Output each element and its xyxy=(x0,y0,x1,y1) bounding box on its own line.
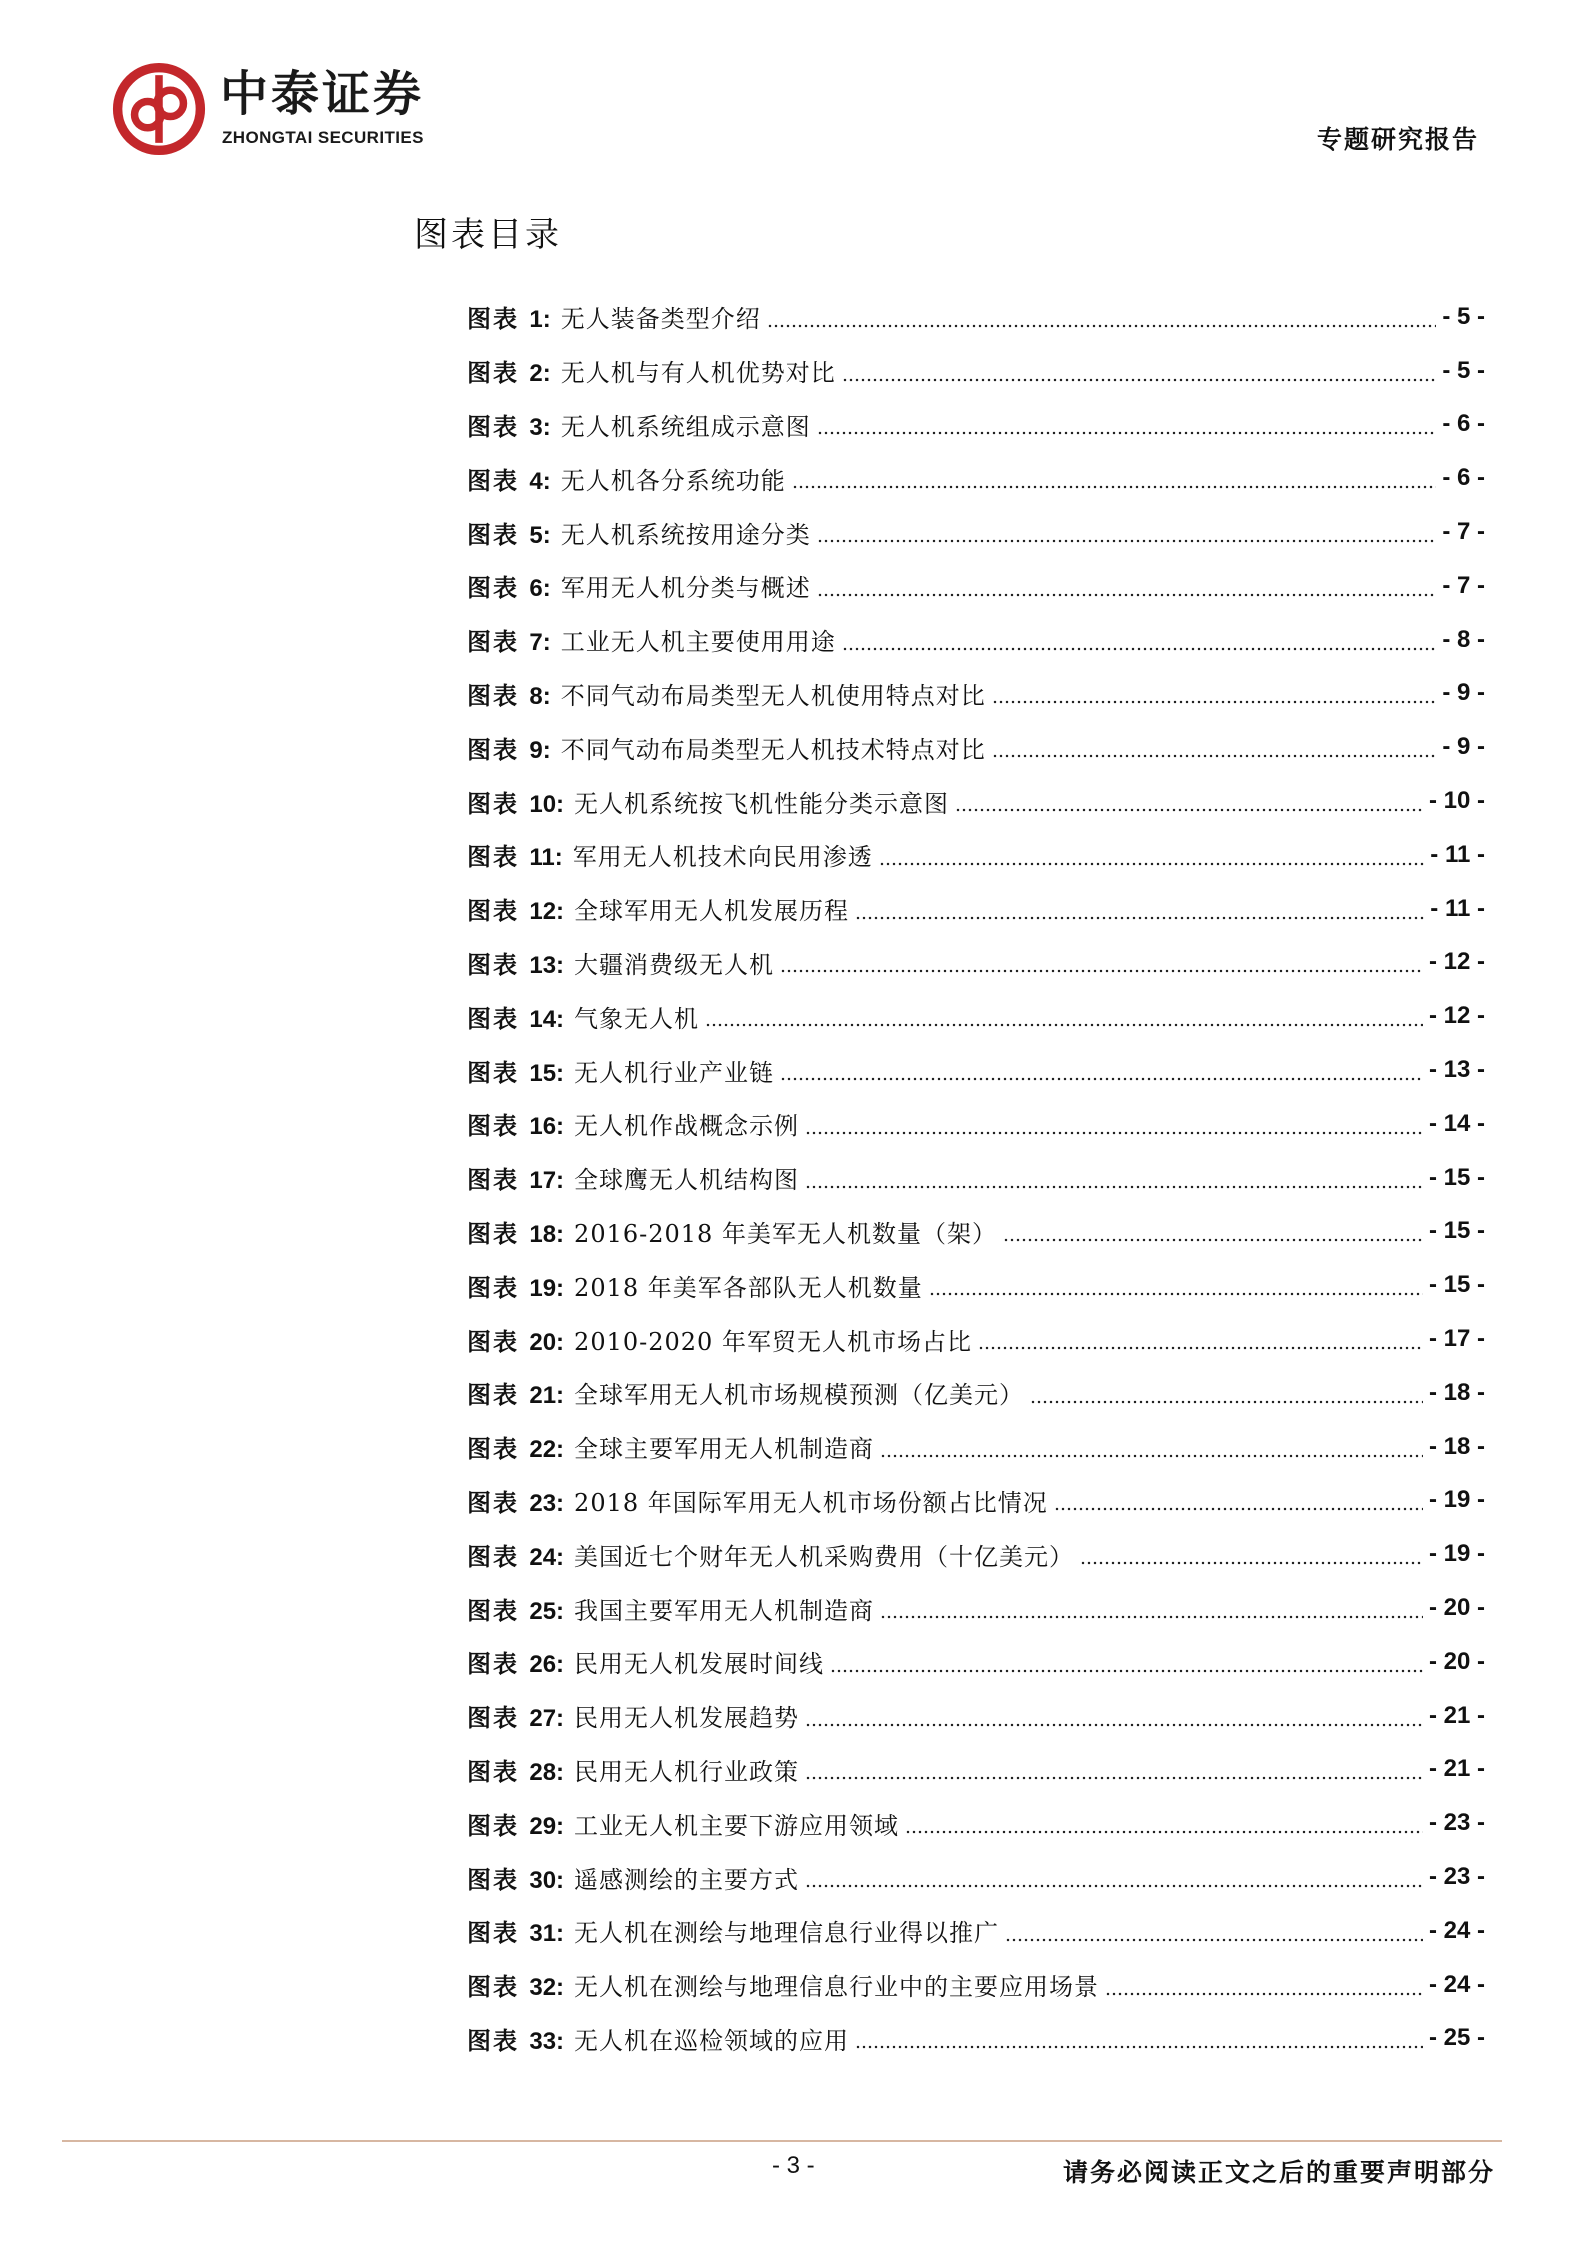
toc-entry-page: - 24 - xyxy=(1428,1916,1485,1944)
brand-name-en: ZHONGTAI SECURITIES xyxy=(222,128,424,147)
toc-entry-leader xyxy=(842,628,1437,652)
toc-entry-number: 15: xyxy=(529,1059,565,1087)
toc-entry-page: - 18 - xyxy=(1428,1432,1485,1460)
toc-entry[interactable] xyxy=(467,1258,1485,1312)
toc-entry-prefix: 图表 xyxy=(467,734,519,764)
toc-entry[interactable] xyxy=(467,1527,1485,1581)
toc-entry-page: - 13 - xyxy=(1428,1056,1485,1084)
toc-entry-label xyxy=(467,1967,574,2002)
toc-entry-leader xyxy=(1030,1381,1423,1405)
toc-entry-label xyxy=(467,568,561,603)
toc-entry[interactable] xyxy=(467,559,1485,613)
toc-entry-page: - 11 - xyxy=(1430,840,1485,868)
brand-name-cn: 中泰证券 xyxy=(220,66,425,122)
toc-entry-page: - 20 - xyxy=(1428,1647,1485,1675)
toc-entry-page: - 7 - xyxy=(1442,571,1485,599)
toc-entry-number: 20: xyxy=(529,1328,565,1356)
toc-entry-number: 26: xyxy=(529,1651,565,1679)
toc-entry[interactable] xyxy=(467,1420,1485,1474)
toc-entry-number: 5: xyxy=(529,521,551,549)
toc-entry-number: 6: xyxy=(529,575,551,603)
toc-entry-number: 10: xyxy=(529,790,565,818)
toc-entry-page: - 14 - xyxy=(1428,1109,1485,1137)
toc-entry-number: 1: xyxy=(529,306,551,334)
toc-entry-leader xyxy=(792,466,1437,490)
toc-entry[interactable] xyxy=(467,1958,1485,2012)
toc-entry-label xyxy=(467,730,561,765)
toc-entry[interactable] xyxy=(467,1850,1485,1904)
toc-entry-prefix: 图表 xyxy=(467,1541,519,1571)
toc-entry[interactable] xyxy=(467,505,1485,559)
toc-entry-label xyxy=(467,515,561,550)
toc-entry-number: 2: xyxy=(529,360,551,388)
toc-entry-title: 我国主要军用无人机制造商 xyxy=(574,1596,875,1625)
toc-entry-title: 无人机与有人机优势对比 xyxy=(560,359,836,388)
toc-entry-leader xyxy=(880,1435,1423,1459)
zhongtai-logo-icon xyxy=(112,62,206,156)
toc-entry-page: - 15 - xyxy=(1428,1163,1485,1191)
toc-entry-leader xyxy=(1105,1973,1423,1997)
toc-entry-prefix: 图表 xyxy=(467,1756,519,1786)
toc-entry-title: 民用无人机发展趋势 xyxy=(574,1704,800,1733)
toc-list xyxy=(467,290,1485,2065)
company-logo xyxy=(112,62,492,162)
toc-entry-number: 13: xyxy=(529,951,565,979)
toc-entry-page: - 6 - xyxy=(1442,410,1485,438)
toc-entry-title: 无人机在测绘与地理信息行业得以推广 xyxy=(574,1919,1000,1948)
toc-entry[interactable] xyxy=(467,1796,1485,1850)
toc-entry-prefix: 图表 xyxy=(467,573,519,603)
toc-entry-page: - 7 - xyxy=(1442,518,1485,546)
toc-entry-prefix: 图表 xyxy=(467,1057,519,1087)
toc-entry-page: - 6 - xyxy=(1442,464,1485,492)
toc-entry-title: 民用无人机发展时间线 xyxy=(574,1650,825,1679)
toc-entry-prefix: 图表 xyxy=(467,1972,519,2002)
toc-entry-leader xyxy=(805,1166,1423,1190)
toc-entry-label xyxy=(467,1860,574,1895)
toc-entry-title: 无人机系统按飞机性能分类示意图 xyxy=(574,789,950,818)
toc-entry-page: - 12 - xyxy=(1428,948,1485,976)
toc-entry-leader xyxy=(978,1327,1423,1351)
page-number: - 3 - xyxy=(772,2152,815,2179)
toc-entry-title: 无人机行业产业链 xyxy=(574,1058,775,1087)
toc-entry-leader xyxy=(805,1704,1423,1728)
toc-entry-leader xyxy=(855,897,1424,921)
toc-entry-title: 美国近七个财年无人机采购费用（十亿美元） xyxy=(574,1542,1075,1571)
toc-entry-prefix: 图表 xyxy=(467,304,519,334)
toc-entry[interactable] xyxy=(467,290,1485,344)
toc-entry-number: 3: xyxy=(529,413,551,441)
toc-entry-label xyxy=(467,891,574,926)
toc-entry-leader xyxy=(880,1596,1423,1620)
toc-entry-label xyxy=(467,837,573,872)
toc-entry[interactable] xyxy=(467,1743,1485,1797)
toc-entry[interactable] xyxy=(467,720,1485,774)
toc-entry-page: - 9 - xyxy=(1442,733,1485,761)
toc-entry[interactable] xyxy=(467,1312,1485,1366)
toc-entry-number: 11: xyxy=(529,844,563,872)
toc-entry-page: - 5 - xyxy=(1442,356,1485,384)
toc-entry-leader xyxy=(817,574,1437,598)
toc-entry-page: - 9 - xyxy=(1442,679,1485,707)
toc-entry-page: - 21 - xyxy=(1428,1755,1485,1783)
toc-entry-leader xyxy=(817,520,1437,544)
toc-entry[interactable] xyxy=(467,1689,1485,1743)
toc-entry-title: 无人机系统组成示意图 xyxy=(560,412,811,441)
toc-entry-number: 30: xyxy=(529,1866,565,1894)
toc-entry-number: 18: xyxy=(529,1220,565,1248)
toc-entry-prefix: 图表 xyxy=(467,842,519,872)
toc-entry-prefix: 图表 xyxy=(467,1003,519,1033)
toc-entry-label xyxy=(467,945,574,980)
toc-entry-title: 工业无人机主要下游应用领域 xyxy=(574,1811,900,1840)
toc-entry-leader xyxy=(830,1650,1423,1674)
toc-entry-leader xyxy=(992,735,1437,759)
toc-entry-label xyxy=(467,1483,574,1518)
toc-entry-prefix: 图表 xyxy=(467,1918,519,1948)
toc-entry-label xyxy=(467,1375,574,1410)
toc-entry[interactable] xyxy=(467,344,1485,398)
toc-entry[interactable] xyxy=(467,1097,1485,1151)
toc-entry-number: 25: xyxy=(529,1597,565,1625)
toc-entry-label xyxy=(467,1913,574,1948)
toc-entry-page: - 15 - xyxy=(1428,1217,1485,1245)
toc-entry-leader xyxy=(805,1112,1423,1136)
toc-entry-number: 4: xyxy=(529,467,551,495)
toc-entry-prefix: 图表 xyxy=(467,949,519,979)
footer-disclaimer: 请务必阅读正文之后的重要声明部分 xyxy=(1062,2158,1495,2187)
toc-entry-page: - 15 - xyxy=(1428,1271,1485,1299)
toc-entry-leader xyxy=(805,1757,1423,1781)
toc-entry-title: 军用无人机技术向民用渗透 xyxy=(572,843,873,872)
toc-entry-title: 大疆消费级无人机 xyxy=(574,950,775,979)
toc-entry-number: 29: xyxy=(529,1812,565,1840)
toc-entry-prefix: 图表 xyxy=(467,1272,519,1302)
toc-entry-number: 16: xyxy=(529,1113,565,1141)
toc-entry-page: - 25 - xyxy=(1428,2024,1485,2052)
toc-entry-leader xyxy=(1054,1488,1423,1512)
toc-entry-title: 民用无人机行业政策 xyxy=(574,1757,800,1786)
toc-entry-title: 全球军用无人机发展历程 xyxy=(574,897,850,926)
toc-entry-label xyxy=(467,1644,574,1679)
toc-entry-leader xyxy=(1080,1542,1423,1566)
toc-entry-prefix: 图表 xyxy=(467,627,519,657)
toc-entry-prefix: 图表 xyxy=(467,2025,519,2055)
toc-entry[interactable] xyxy=(467,774,1485,828)
toc-entry-page: - 18 - xyxy=(1428,1378,1485,1406)
toc-entry-prefix: 图表 xyxy=(467,680,519,710)
toc-entry-title: 遥感测绘的主要方式 xyxy=(574,1865,800,1894)
toc-entry-number: 21: xyxy=(529,1382,565,1410)
toc-entry-title: 2016-2018 年美军无人机数量（架） xyxy=(574,1219,997,1248)
toc-entry-prefix: 图表 xyxy=(467,1487,519,1517)
toc-entry[interactable] xyxy=(467,613,1485,667)
toc-entry-number: 27: xyxy=(529,1705,565,1733)
toc-entry[interactable] xyxy=(467,1151,1485,1205)
toc-entry-prefix: 图表 xyxy=(467,519,519,549)
toc-entry-label xyxy=(467,1322,574,1357)
toc-entry-label xyxy=(467,461,561,496)
toc-entry-page: - 19 - xyxy=(1428,1540,1485,1568)
toc-entry-prefix: 图表 xyxy=(467,1703,519,1733)
footer-divider xyxy=(62,2140,1502,2142)
toc-entry-number: 22: xyxy=(529,1436,565,1464)
toc-entry-page: - 17 - xyxy=(1428,1325,1485,1353)
toc-entry-prefix: 图表 xyxy=(467,788,519,818)
toc-entry-prefix: 图表 xyxy=(467,1810,519,1840)
toc-entry-label xyxy=(467,1752,574,1787)
toc-entry-page: - 12 - xyxy=(1428,1002,1485,1030)
toc-entry[interactable] xyxy=(467,398,1485,452)
toc-entry-title: 不同气动布局类型无人机技术特点对比 xyxy=(560,735,986,764)
toc-entry-leader xyxy=(705,1004,1423,1028)
toc-entry-label xyxy=(467,299,561,334)
toc-entry[interactable] xyxy=(467,882,1485,936)
toc-entry-leader xyxy=(905,1811,1423,1835)
toc-entry-leader xyxy=(767,305,1437,329)
toc-entry[interactable] xyxy=(467,1205,1485,1259)
toc-entry-leader xyxy=(992,681,1437,705)
toc-entry-label xyxy=(467,1160,574,1195)
toc-entry-label xyxy=(467,1268,574,1303)
toc-entry-label xyxy=(467,1806,574,1841)
toc-entry-page: - 24 - xyxy=(1428,1970,1485,1998)
toc-entry-leader xyxy=(780,1058,1423,1082)
toc-entry-label xyxy=(467,2021,574,2056)
toc-entry-number: 19: xyxy=(529,1274,565,1302)
toc-entry-prefix: 图表 xyxy=(467,1595,519,1625)
toc-entry-label xyxy=(467,622,561,657)
toc-entry-prefix: 图表 xyxy=(467,1380,519,1410)
toc-entry-page: - 10 - xyxy=(1428,787,1485,815)
toc-entry-title: 无人机各分系统功能 xyxy=(560,466,786,495)
toc-entry-number: 12: xyxy=(529,898,565,926)
toc-entry[interactable] xyxy=(467,1904,1485,1958)
toc-title: 图表目录 xyxy=(414,215,562,255)
toc-entry-label xyxy=(467,676,561,711)
toc-entry[interactable] xyxy=(467,451,1485,505)
toc-entry-prefix: 图表 xyxy=(467,896,519,926)
toc-entry-title: 全球军用无人机市场规模预测（亿美元） xyxy=(574,1381,1025,1410)
toc-entry-label xyxy=(467,1429,574,1464)
toc-entry-number: 33: xyxy=(529,2027,565,2055)
toc-entry-page: - 5 - xyxy=(1442,302,1485,330)
toc-entry[interactable] xyxy=(467,1043,1485,1097)
toc-entry-title: 2010-2020 年军贸无人机市场占比 xyxy=(574,1327,972,1356)
toc-entry-number: 23: xyxy=(529,1489,565,1517)
toc-entry-page: - 21 - xyxy=(1428,1701,1485,1729)
toc-entry-title: 2018 年国际军用无人机市场份额占比情况 xyxy=(574,1488,1048,1517)
toc-entry[interactable] xyxy=(467,2012,1485,2066)
toc-entry[interactable] xyxy=(467,1474,1485,1528)
toc-entry-prefix: 图表 xyxy=(467,1649,519,1679)
toc-entry-prefix: 图表 xyxy=(467,1326,519,1356)
toc-entry-title: 不同气动布局类型无人机使用特点对比 xyxy=(560,681,986,710)
toc-entry-title: 无人机在测绘与地理信息行业中的主要应用场景 xyxy=(574,1973,1100,2002)
toc-entry-leader xyxy=(780,950,1423,974)
toc-entry[interactable] xyxy=(467,989,1485,1043)
toc-entry-prefix: 图表 xyxy=(467,1165,519,1195)
toc-entry-label xyxy=(467,1106,574,1141)
toc-entry-leader xyxy=(842,359,1437,383)
toc-entry-title: 全球主要军用无人机制造商 xyxy=(574,1435,875,1464)
toc-entry-label xyxy=(467,1053,574,1088)
toc-entry-page: - 23 - xyxy=(1428,1809,1485,1837)
toc-entry-title: 全球鹰无人机结构图 xyxy=(574,1166,800,1195)
toc-entry-prefix: 图表 xyxy=(467,358,519,388)
toc-entry-leader xyxy=(955,789,1423,813)
report-type-label: 专题研究报告 xyxy=(1316,125,1479,154)
toc-entry-label xyxy=(467,1537,574,1572)
toc-entry-label xyxy=(467,1214,574,1249)
toc-entry-page: - 8 - xyxy=(1442,625,1485,653)
toc-entry-page: - 20 - xyxy=(1428,1594,1485,1622)
toc-entry-title: 工业无人机主要使用用途 xyxy=(560,628,836,657)
toc-entry-page: - 11 - xyxy=(1430,894,1485,922)
toc-entry[interactable] xyxy=(467,828,1485,882)
toc-entry-number: 9: xyxy=(529,736,551,764)
toc-entry-title: 无人机作战概念示例 xyxy=(574,1112,800,1141)
toc-entry-number: 7: xyxy=(529,629,551,657)
toc-entry-leader xyxy=(805,1865,1423,1889)
toc-entry-prefix: 图表 xyxy=(467,411,519,441)
toc-entry-leader xyxy=(1005,1919,1423,1943)
toc-entry-label xyxy=(467,353,561,388)
toc-entry-label xyxy=(467,1698,574,1733)
toc-entry-title: 气象无人机 xyxy=(574,1004,700,1033)
toc-entry-leader xyxy=(1003,1219,1423,1243)
toc-entry-number: 32: xyxy=(529,1974,565,2002)
toc-entry-label xyxy=(467,1591,574,1626)
toc-entry-number: 24: xyxy=(529,1543,565,1571)
toc-entry-title: 无人装备类型介绍 xyxy=(560,305,761,334)
toc-entry-label xyxy=(467,784,574,819)
toc-entry-prefix: 图表 xyxy=(467,1864,519,1894)
toc-entry-prefix: 图表 xyxy=(467,1111,519,1141)
toc-entry[interactable] xyxy=(467,936,1485,990)
toc-entry-number: 14: xyxy=(529,1005,565,1033)
toc-entry-leader xyxy=(929,1273,1423,1297)
toc-entry-number: 28: xyxy=(529,1758,565,1786)
toc-entry-prefix: 图表 xyxy=(467,1434,519,1464)
toc-entry-leader xyxy=(879,843,1425,867)
toc-entry-title: 无人机系统按用途分类 xyxy=(560,520,811,549)
toc-entry[interactable] xyxy=(467,1366,1485,1420)
toc-entry-title: 2018 年美军各部队无人机数量 xyxy=(574,1273,923,1302)
toc-entry-page: - 19 - xyxy=(1428,1486,1485,1514)
toc-entry-label xyxy=(467,999,574,1034)
toc-entry-number: 17: xyxy=(529,1167,565,1195)
toc-entry-number: 31: xyxy=(529,1920,565,1948)
toc-entry-number: 8: xyxy=(529,682,551,710)
toc-entry-leader xyxy=(817,412,1437,436)
toc-entry-page: - 23 - xyxy=(1428,1863,1485,1890)
toc-entry[interactable] xyxy=(467,1635,1485,1689)
toc-entry-title: 军用无人机分类与概述 xyxy=(560,574,811,603)
toc-entry-prefix: 图表 xyxy=(467,1218,519,1248)
toc-entry[interactable] xyxy=(467,667,1485,721)
toc-entry[interactable] xyxy=(467,1581,1485,1635)
toc-entry-title: 无人机在巡检领域的应用 xyxy=(574,2026,850,2055)
toc-entry-label xyxy=(467,407,561,442)
toc-entry-prefix: 图表 xyxy=(467,465,519,495)
toc-entry-leader xyxy=(855,2026,1423,2050)
